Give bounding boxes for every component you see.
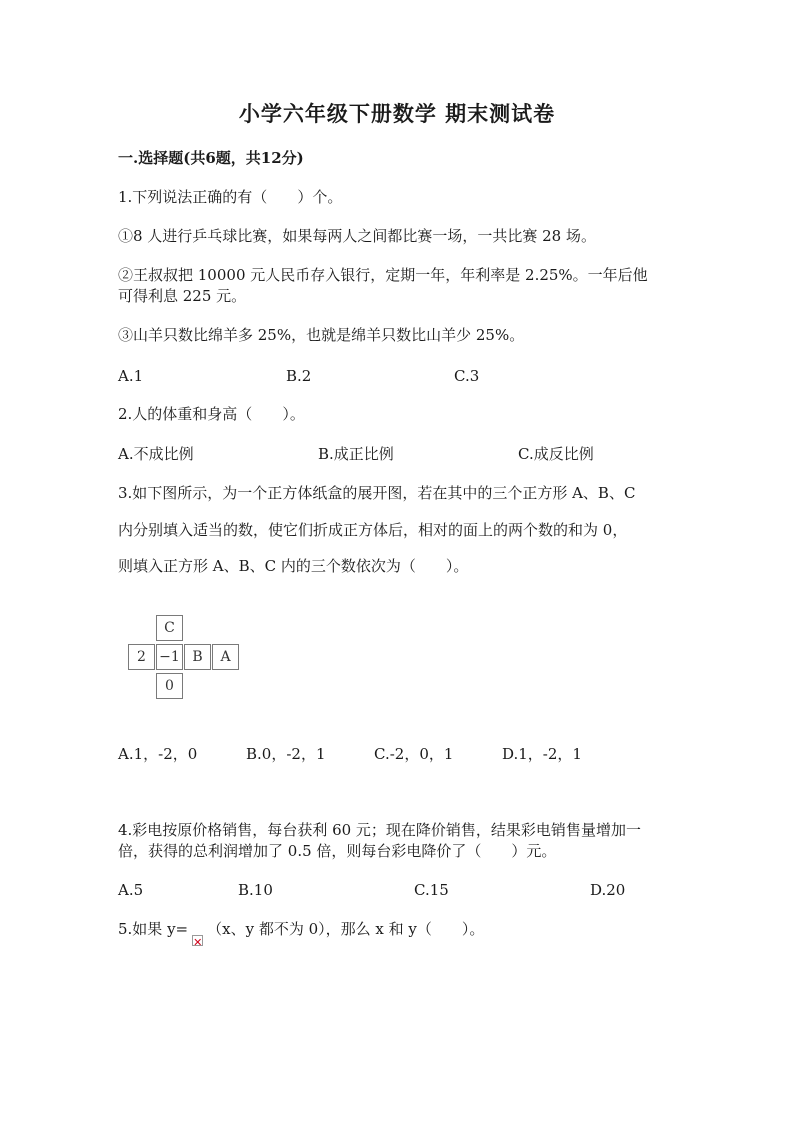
- net-cell-c: C: [156, 615, 183, 641]
- q1-stem: 1.下列说法正确的有（ ）个。: [118, 188, 343, 206]
- q4-stem-line2: 倍，获得的总利润增加了 0.5 倍，则每台彩电降价了（ ）元。: [118, 842, 557, 860]
- q3-stem-line2: 内分别填入适当的数，使它们折成正方体后，相对的面上的两个数的和为 0，: [118, 521, 628, 539]
- q4-option-b: B.10: [238, 881, 273, 899]
- net-cell-b: B: [184, 644, 211, 670]
- net-cell-0: 0: [156, 673, 183, 699]
- net-cell-a: A: [212, 644, 239, 670]
- q5-stem-suffix: （x、y 都不为 0），那么 x 和 y（ ）。: [207, 920, 485, 938]
- q2-option-c: C.成反比例: [518, 445, 594, 463]
- q2-stem: 2.人的体重和身高（ ）。: [118, 405, 305, 423]
- q1-option-c: C.3: [454, 367, 480, 385]
- q1-option-a: A.1: [118, 367, 144, 385]
- q3-option-a: A.1，-2，0: [118, 745, 198, 763]
- q4-option-a: A.5: [118, 881, 144, 899]
- q2-option-a: A.不成比例: [118, 445, 194, 463]
- q1-statement-1: ①8 人进行乒乓球比赛，如果每两人之间都比赛一场，一共比赛 28 场。: [118, 227, 596, 245]
- q3-stem-line3: 则填入正方形 A、B、C 内的三个数依次为（ ）。: [118, 557, 469, 575]
- q1-option-b: B.2: [286, 367, 312, 385]
- cube-net-diagram: [128, 615, 242, 699]
- q3-option-d: D.1，-2，1: [502, 745, 582, 763]
- q4-option-c: C.15: [414, 881, 449, 899]
- q2-option-b: B.成正比例: [318, 445, 394, 463]
- net-cell-neg1: −1: [156, 644, 183, 670]
- q3-option-c: C.-2，0，1: [374, 745, 454, 763]
- q4-stem-line1: 4.彩电按原价格销售，每台获利 60 元；现在降价销售，结果彩电销售量增加一: [118, 821, 641, 839]
- q3-stem-line1: 3.如下图所示，为一个正方体纸盒的展开图，若在其中的三个正方形 A、B、C: [118, 484, 636, 502]
- q5-stem: [118, 919, 485, 949]
- q5-stem-prefix: 5.如果 y=: [118, 920, 189, 938]
- section-heading: 一.选择题(共6题，共12分): [118, 149, 304, 167]
- q1-statement-2-line1: ②王叔叔把 10000 元人民币存入银行，定期一年，年利率是 2.25%。一年后他: [118, 266, 648, 284]
- q3-option-b: B.0，-2，1: [246, 745, 326, 763]
- broken-image-icon: ✕: [193, 936, 203, 949]
- net-cell-2: 2: [128, 644, 155, 670]
- q4-option-d: D.20: [590, 881, 626, 899]
- q1-statement-2-line2: 可得利息 225 元。: [118, 287, 247, 305]
- page-title: 小学六年级下册数学 期末测试卷: [238, 101, 556, 126]
- q1-statement-3: ③山羊只数比绵羊多 25%，也就是绵羊只数比山羊少 25%。: [118, 326, 525, 344]
